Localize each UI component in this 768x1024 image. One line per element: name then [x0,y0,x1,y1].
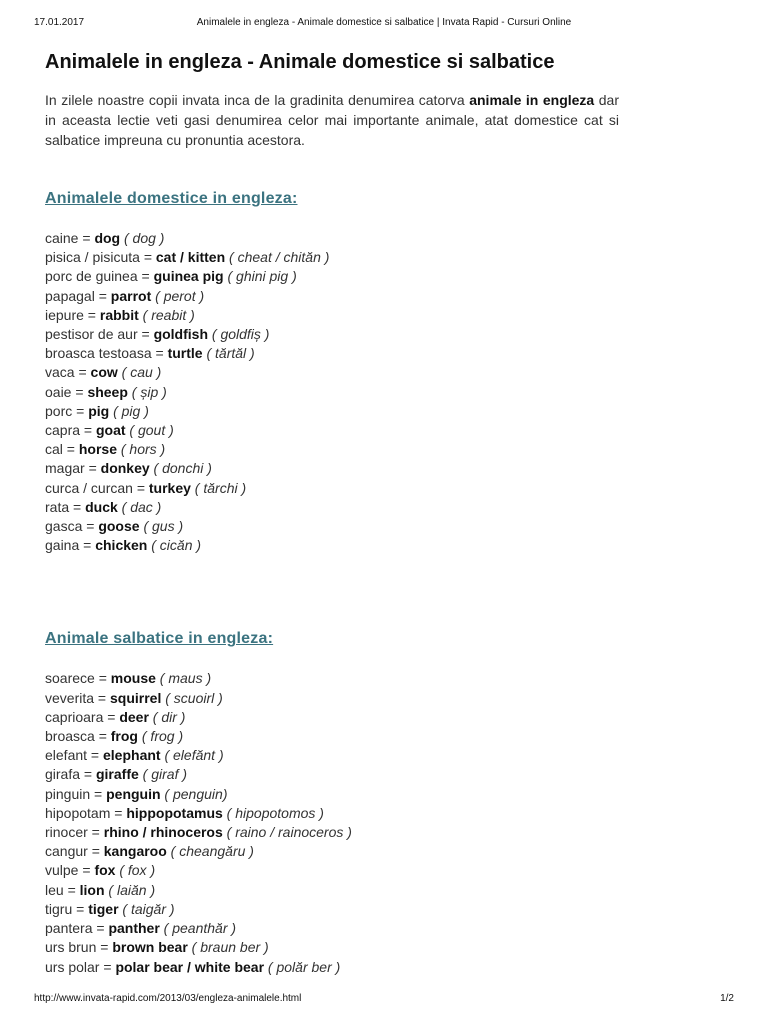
english-word: frog [110,728,138,745]
english-word: goldfish [153,326,208,343]
romanian-word: elefant = [45,747,103,764]
print-header [34,17,734,31]
list-item [45,306,619,325]
pronunciation: ( elefănt ) [160,747,224,764]
list-item [45,498,619,517]
romanian-word: soarece = [45,670,111,687]
list-item [45,459,619,478]
pronunciation: ( tărchi ) [190,479,247,496]
romanian-word: urs brun = [45,939,113,956]
intro-bold-keyword: animale in engleza [469,92,595,108]
english-word: rabbit [99,306,139,323]
list-item [45,919,619,938]
romanian-word: vaca = [45,364,91,381]
list-item [45,823,619,842]
romanian-word: hipopotam = [45,804,127,821]
print-footer [34,993,734,1007]
article [45,50,619,977]
list-item [45,689,619,708]
english-word: chicken [95,537,148,554]
pronunciation: ( cicăn ) [147,537,202,554]
romanian-word: rinocer = [45,824,104,841]
list-item [45,900,619,919]
intro-text-before: In zilele noastre copii invata inca de la gradinita denumirea catorva [45,92,470,108]
romanian-word: oaie = [45,383,88,400]
romanian-word: porc de guinea = [45,268,154,285]
print-page-title: Animalele in engleza - Animale domestice si salbatice | Invata Rapid - Cursuri Online [196,17,572,28]
list-item [45,248,619,267]
list-item [45,383,619,402]
list-item [45,363,619,382]
english-word: guinea pig [153,268,224,285]
list-item [45,536,619,555]
pronunciation: ( dog ) [120,230,165,246]
pronunciation: ( polăr ber ) [264,958,341,975]
list-item [45,517,619,536]
pronunciation: ( dir ) [148,708,186,725]
pronunciation: ( tărtăl ) [202,345,255,362]
pronunciation: ( raino / rainoceros ) [222,824,352,841]
pronunciation: ( goldfiș ) [208,326,270,343]
english-word: goat [95,422,126,439]
english-word: mouse [110,670,156,687]
pronunciation: ( cheangăru ) [166,843,254,860]
romanian-word: pisica / pisicuta = [45,249,156,266]
romanian-word: magar = [45,460,101,477]
domestic-animals-heading: Animalele domestice in engleza: [45,190,298,207]
english-word: turtle [167,345,203,362]
romanian-word: cal = [45,441,79,458]
english-word: deer [119,708,149,725]
english-word: tiger [88,900,119,917]
english-word: lion [79,881,105,898]
pronunciation: ( reabit ) [138,306,195,323]
english-word: cat / kitten [155,249,226,266]
romanian-word: broasca = [45,728,111,745]
romanian-word: caprioara = [45,708,120,725]
english-word: horse [78,441,117,458]
english-word: fox [94,862,116,879]
pronunciation: ( peanthăr ) [159,920,237,937]
list-item [45,669,619,688]
english-word: polar bear / white bear [115,958,265,975]
english-word: squirrel [109,689,162,706]
english-word: hippopotamus [126,804,223,821]
pronunciation: ( scuoirl ) [161,689,223,706]
pronunciation: ( giraf ) [138,766,188,783]
english-word: giraffe [95,766,139,783]
pronunciation: ( cau ) [117,364,162,381]
list-item [45,958,619,977]
pronunciation: ( fox ) [115,862,156,879]
list-item [45,287,619,306]
english-word: kangaroo [103,843,167,860]
list-item [45,421,619,440]
pronunciation: ( hors ) [116,441,166,458]
english-word: sheep [87,383,128,400]
list-item [45,229,619,248]
romanian-word: broasca testoasa = [45,345,168,362]
romanian-word: papagal = [45,287,111,304]
romanian-word: girafa = [45,766,96,783]
list-item [45,804,619,823]
pronunciation: ( dac ) [117,498,162,515]
pronunciation: ( donchi ) [149,460,212,477]
english-word: rhino / rhinoceros [103,824,223,841]
english-word: panther [108,920,160,937]
english-word: brown bear [112,939,188,956]
intro-text-after: dar in aceasta lectie veti gasi denumirea celor mai importante animale, atat domestice cat si salbatice impreuna cu pronuntia acestora. [45,92,619,148]
list-item [45,344,619,363]
list-item [45,746,619,765]
english-word: goose [98,518,140,535]
article-title: Animalele in engleza - Animale domestice si salbatice [45,51,555,73]
list-item [45,861,619,880]
romanian-word: caine = [45,230,95,246]
romanian-word: iepure = [45,306,100,323]
list-item [45,325,619,344]
romanian-word: pantera = [45,920,109,937]
pronunciation: ( hipopotomos ) [222,804,324,821]
english-word: parrot [110,287,152,304]
romanian-word: curca / curcan = [45,479,149,496]
pronunciation: ( frog ) [137,728,184,745]
print-url: http://www.invata-rapid.com/2013/03/engleza-animalele.html [34,993,302,1004]
romanian-word: vulpe = [45,862,95,879]
english-word: donkey [100,460,150,477]
list-item [45,881,619,900]
english-word: turkey [148,479,191,496]
pronunciation: ( braun ber ) [187,939,269,956]
romanian-word: leu = [45,881,80,898]
list-item [45,785,619,804]
list-item [45,842,619,861]
english-word: dog [94,230,121,246]
romanian-word: capra = [45,422,96,439]
list-item [45,938,619,957]
pronunciation: ( ghini pig ) [223,268,297,285]
pronunciation: ( șip ) [127,383,167,400]
romanian-word: porc = [45,402,89,419]
romanian-word: gasca = [45,518,99,535]
list-item [45,765,619,784]
pronunciation: ( gout ) [125,422,174,439]
pronunciation: ( laiăn ) [104,881,156,898]
pronunciation: ( maus ) [155,670,212,687]
pronunciation: ( taigăr ) [118,900,175,917]
page-number: 1/2 [720,993,734,1004]
romanian-word: urs polar = [45,958,116,975]
pronunciation: ( perot ) [151,287,205,304]
romanian-word: pinguin = [45,785,107,802]
list-item [45,708,619,727]
romanian-word: rata = [45,498,86,515]
english-word: penguin [106,785,161,802]
pronunciation: ( pig ) [109,402,149,419]
english-word: cow [90,364,118,381]
wild-animals-heading: Animale salbatice in engleza: [45,630,274,648]
wild-animals-list [45,669,619,976]
intro-paragraph [45,90,619,150]
pronunciation: ( penguin) [160,785,228,802]
romanian-word: cangur = [45,843,104,860]
romanian-word: pestisor de aur = [45,326,154,343]
english-word: duck [85,498,118,515]
list-item [45,727,619,746]
list-item [45,479,619,498]
list-item [45,267,619,286]
romanian-word: tigru = [45,900,89,917]
print-date: 17.01.2017 [34,17,85,28]
pronunciation: ( gus ) [139,518,184,535]
romanian-word: veverita = [45,689,110,706]
romanian-word: gaina = [45,537,96,554]
list-item [45,440,619,459]
pronunciation: ( cheat / chităn ) [225,249,330,266]
domestic-animals-list [45,229,619,555]
list-item [45,402,619,421]
english-word: pig [88,402,110,419]
english-word: elephant [103,747,161,764]
